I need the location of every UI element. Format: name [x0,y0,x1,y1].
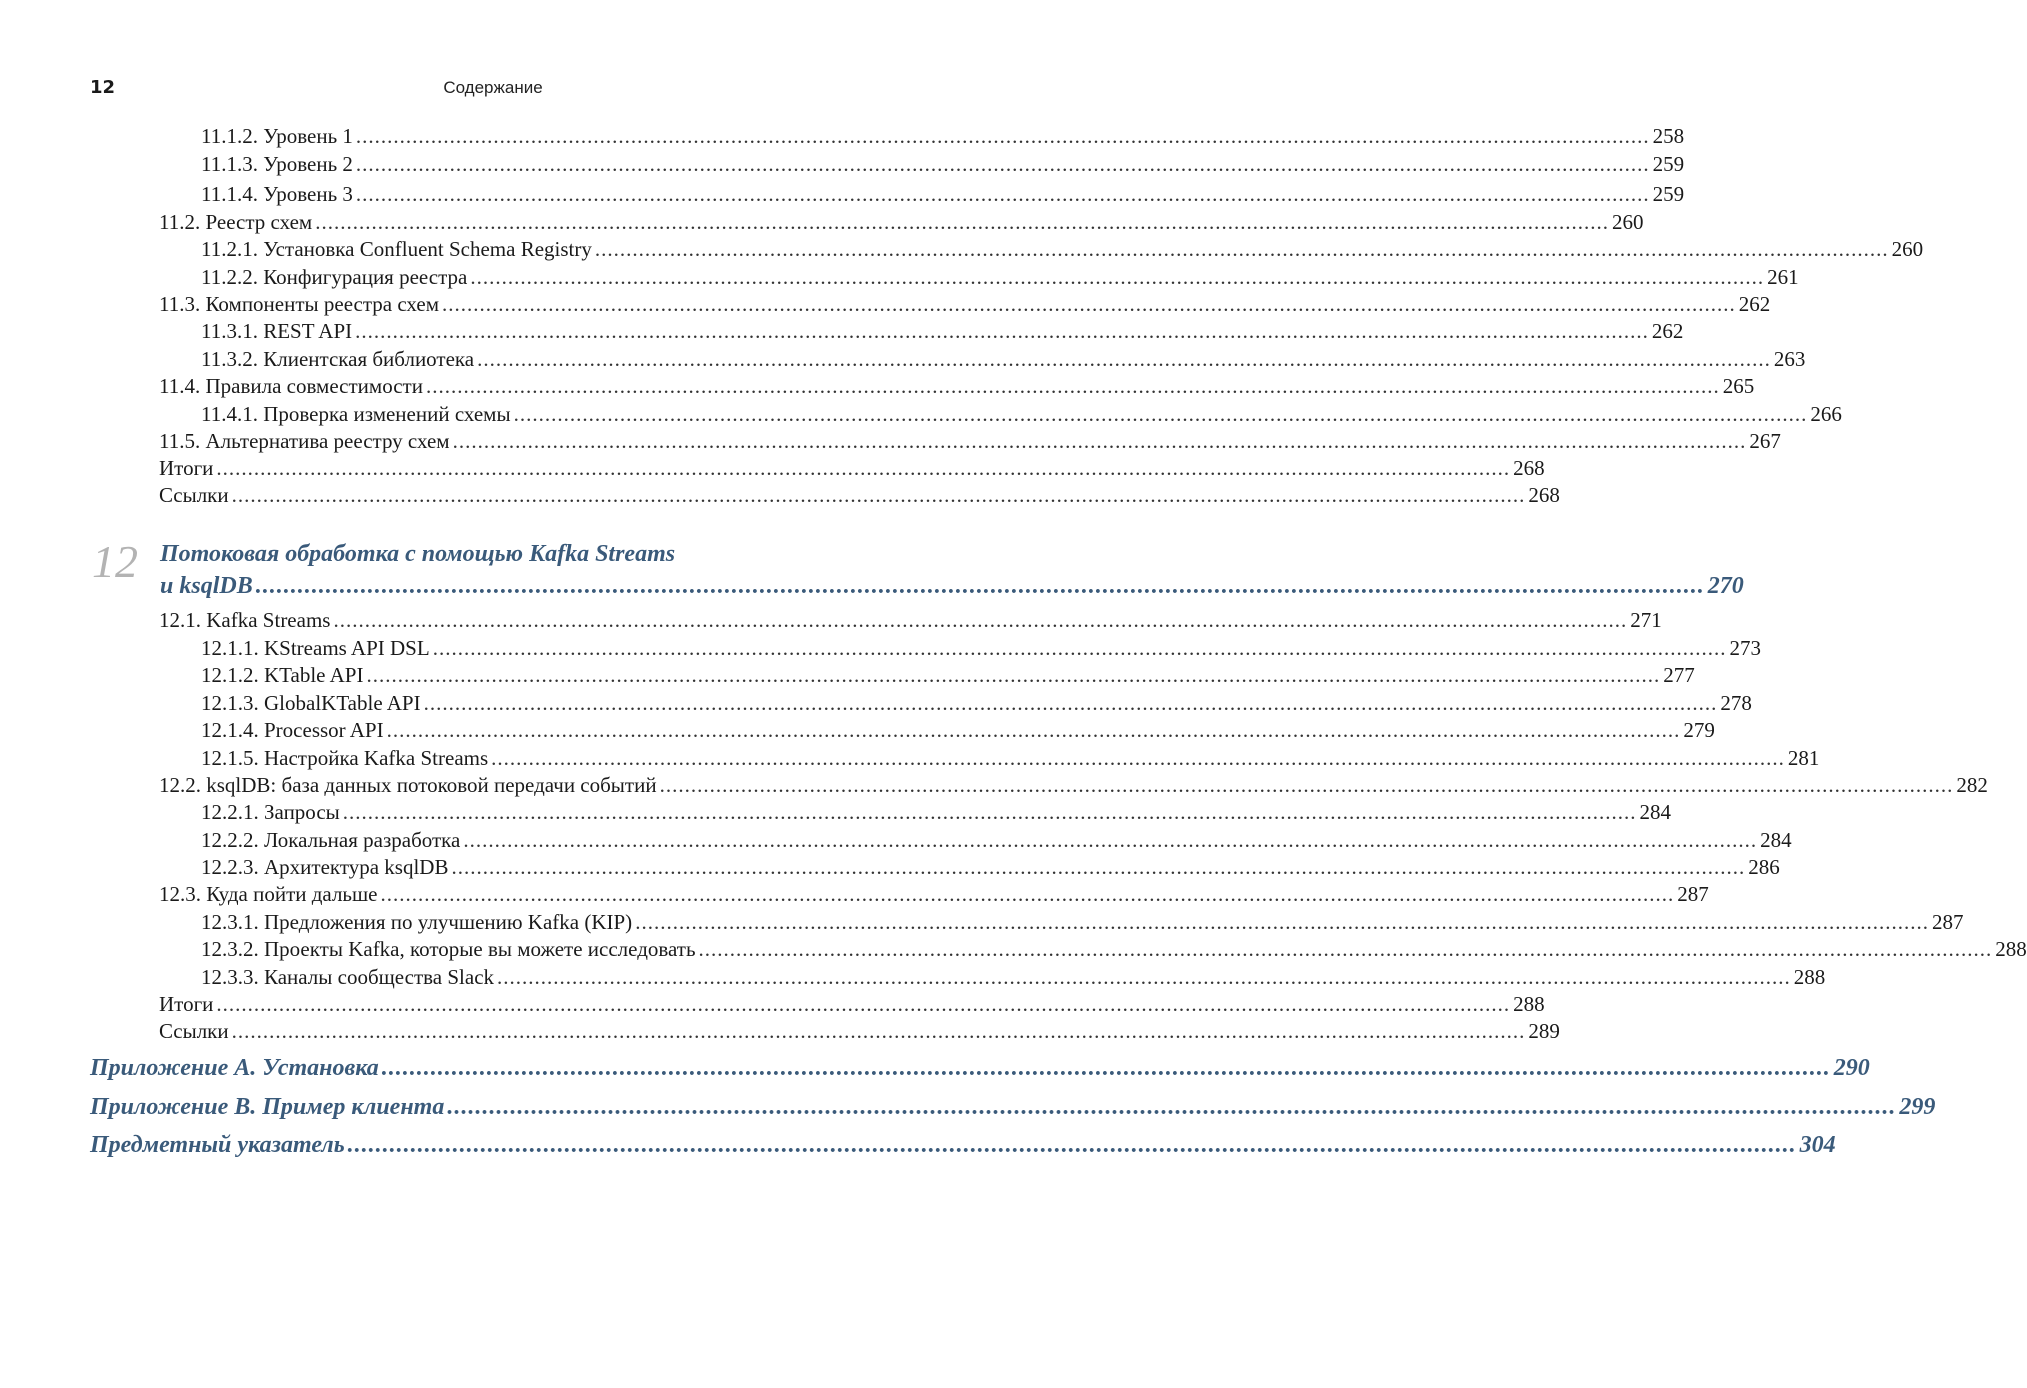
toc-entry-label: 11.3.2. Клиентская библиотека [201,347,475,371]
toc-entry-11-1-2[interactable] [201,123,1685,149]
toc-entry-11-4[interactable] [159,373,1755,399]
toc-leader: ............................................................................................................................................................................................................... [423,691,1718,715]
toc-entry-12-1-3[interactable] [201,690,1752,716]
toc-entry-page: 290 [1833,1055,1870,1081]
toc-leader: ............................................................................................................................................................................................................... [451,855,1746,879]
toc-leader: ............................................................................................................................................................................................................... [447,1094,1897,1120]
toc-leader: ............................................................................................................................................................................................................... [635,910,1929,934]
toc-entry-page: 258 [1652,124,1685,148]
toc-entry-label: 11.4.1. Проверка изменений схемы [201,402,511,426]
toc-leader: ............................................................................................................................................................................................................... [381,1055,1831,1081]
toc-leader: ............................................................................................................................................................................................................... [231,1019,1526,1043]
toc-leader: ............................................................................................................................................................................................................... [594,237,1889,261]
toc-entry-label: 12.3. Куда пойти дальше [159,882,378,906]
toc-leader: ............................................................................................................................................................................................................... [355,319,1649,343]
chapter-page: 270 [1707,573,1744,599]
toc-entry-label: 11.1.3. Уровень 2 [201,152,353,176]
toc-entry-label: Итоги [159,456,214,480]
toc-entry-12-3-3[interactable] [201,964,1826,990]
toc-entry-page: 260 [1891,237,1924,261]
toc-entry-page: 287 [1931,910,1964,934]
toc-leader: ............................................................................................................................................................................................................... [355,124,1650,148]
toc-entry-12-2-1[interactable] [201,799,1672,825]
toc-entry-label: 12.3.3. Каналы сообщества Slack [201,965,495,989]
toc-leader: ............................................................................................................................................................................................................... [255,573,1705,599]
toc-entry-page: 282 [1956,773,1988,797]
toc-appendix-a[interactable] [90,1052,1870,1084]
toc-entry-label: Приложение А. Установка [90,1055,379,1081]
toc-entry-page: 271 [1630,608,1662,632]
toc-entry-11-3-1[interactable] [201,318,1684,344]
toc-entry-11-2-1[interactable] [201,236,1924,262]
toc-entry-label: 11.1.4. Уровень 3 [201,182,353,206]
toc-entry-page: 260 [1611,210,1644,234]
toc-entry-page: 286 [1748,855,1780,879]
toc-entry-label: 12.1.2. KTable API [201,663,364,687]
toc-entry-page: 268 [1528,483,1560,507]
toc-entry-label: 12.2. ksqlDB: база данных потоковой передачи событий [159,773,657,797]
toc-leader: ............................................................................................................................................................................................................... [216,992,1511,1016]
toc-entry-page: 284 [1639,800,1672,824]
chapter-title-row[interactable] [160,570,1744,602]
toc-entry-label: 11.2.2. Конфигурация реестра [201,265,468,289]
toc-entry-12-2-3[interactable] [201,854,1780,880]
toc-entry-label: Ссылки [159,1019,229,1043]
toc-leader: ............................................................................................................................................................................................................... [513,402,1808,426]
toc-entry-12-1-5[interactable] [201,745,1820,771]
toc-leader: ............................................................................................................................................................................................................... [442,292,1736,316]
chapter-title-line1[interactable]: Потоковая обработка с помощью Kafka Streams [160,541,676,567]
toc-entry-page: 281 [1787,746,1820,770]
toc-entry-label: 12.2.3. Архитектура ksqlDB [201,855,449,879]
chapter-number: 12 [92,536,138,587]
toc-entry-page: 288 [1793,965,1826,989]
toc-entry-label: 12.2.2. Локальная разработка [201,828,461,852]
toc-entry-summary-12[interactable] [159,991,1545,1017]
toc-appendix-b[interactable] [90,1091,1936,1123]
toc-entry-11-5[interactable] [159,428,1781,454]
toc-entry-page: 263 [1773,347,1806,371]
toc-entry-page: 259 [1652,182,1685,206]
toc-leader: ............................................................................................................................................................................................................... [355,152,1650,176]
toc-leader: ............................................................................................................................................................................................................... [425,374,1720,398]
running-head: Содержание [443,78,543,97]
toc-leader: ............................................................................................................................................................................................................... [659,773,1954,797]
toc-entry-label: 11.5. Альтернатива реестру схем [159,429,450,453]
toc-entry-label: 12.2.1. Запросы [201,800,340,824]
toc-entry-11-3-2[interactable] [201,346,1806,372]
toc-entry-11-2[interactable] [159,209,1644,235]
toc-leader: ............................................................................................................................................................................................................... [231,483,1526,507]
toc-entry-label: 12.1.5. Настройка Kafka Streams [201,746,489,770]
toc-entry-label: 11.3. Компоненты реестра схем [159,292,440,316]
toc-entry-page: 288 [1995,937,2027,961]
toc-entry-label: 11.2. Реестр схем [159,210,313,234]
toc-entry-page: 267 [1749,429,1781,453]
toc-entry-label: 11.3.1. REST API [201,319,353,343]
toc-entry-11-1-4[interactable] [201,181,1685,207]
toc-entry-page: 279 [1683,718,1715,742]
toc-entry-label: 11.2.1. Установка Confluent Schema Registry [201,237,592,261]
chapter-title-line2: и ksqlDB [160,573,253,599]
toc-entry-page: 299 [1899,1094,1936,1120]
toc-leader: ............................................................................................................................................................................................................... [366,663,1661,687]
toc-leader: ............................................................................................................................................................................................................... [452,429,1747,453]
toc-leader: ............................................................................................................................................................................................................... [333,608,1628,632]
toc-entry-page: 289 [1528,1019,1560,1043]
toc-entry-12-2[interactable] [159,772,1988,798]
toc-index[interactable] [90,1129,1836,1161]
toc-entry-page: 268 [1513,456,1545,480]
toc-entry-12-3-1[interactable] [201,909,1964,935]
toc-leader: ............................................................................................................................................................................................................... [477,347,1771,371]
toc-entry-12-1-1[interactable] [201,635,1761,661]
toc-entry-label: 11.4. Правила совместимости [159,374,423,398]
toc-entry-label: 12.1.4. Processor API [201,718,384,742]
toc-entry-summary-11[interactable] [159,455,1545,481]
toc-entry-label: 12.3.2. Проекты Kafka, которые вы можете исследовать [201,937,696,961]
toc-entry-page: 284 [1760,828,1792,852]
toc-entry-label: 12.3.1. Предложения по улучшению Kafka (KIP) [201,910,633,934]
toc-entry-page: 262 [1738,292,1771,316]
toc-entry-12-3[interactable] [159,881,1709,907]
toc-leader: ............................................................................................................................................................................................................... [497,965,1791,989]
toc-entry-references-12[interactable] [159,1018,1560,1044]
toc-leader: ............................................................................................................................................................................................................... [347,1132,1797,1158]
toc-entry-label: 12.1.1. KStreams API DSL [201,636,430,660]
toc-entry-12-1-2[interactable] [201,662,1695,688]
toc-leader: ............................................................................................................................................................................................................... [463,828,1758,852]
toc-entry-page: 266 [1810,402,1842,426]
toc-entry-page: 304 [1799,1132,1836,1158]
toc-entry-11-1-3[interactable] [201,151,1685,177]
toc-entry-label: Ссылки [159,483,229,507]
toc-entry-page: 277 [1663,663,1695,687]
toc-entry-label: 12.1. Kafka Streams [159,608,331,632]
toc-entry-11-3[interactable] [159,291,1771,317]
toc-entry-label: Приложение В. Пример клиента [90,1094,445,1120]
toc-entry-12-3-2[interactable] [201,936,2027,962]
toc-entry-page: 265 [1722,374,1755,398]
toc-entry-12-1-4[interactable] [201,717,1715,743]
toc-entry-page: 288 [1513,992,1545,1016]
toc-entry-page: 287 [1677,882,1709,906]
toc-entry-11-2-2[interactable] [201,264,1799,290]
toc-leader: ............................................................................................................................................................................................................... [342,800,1637,824]
toc-leader: ............................................................................................................................................................................................................... [470,265,1765,289]
toc-leader: ............................................................................................................................................................................................................... [216,456,1511,480]
toc-entry-page: 278 [1720,691,1752,715]
toc-leader: ............................................................................................................................................................................................................... [380,882,1675,906]
page-number: 12 [90,77,116,98]
toc-entry-label: 12.1.3. GlobalKTable API [201,691,421,715]
toc-entry-label: Итоги [159,992,214,1016]
toc-leader: ............................................................................................................................................................................................................... [698,937,1993,961]
toc-leader: ............................................................................................................................................................................................................... [315,210,1609,234]
toc-leader: ............................................................................................................................................................................................................... [355,182,1650,206]
toc-entry-references-11[interactable] [159,482,1560,508]
toc-entry-page: 259 [1652,152,1685,176]
toc-leader: ............................................................................................................................................................................................................... [386,718,1681,742]
toc-leader: ............................................................................................................................................................................................................... [432,636,1727,660]
toc-entry-12-1[interactable] [159,607,1662,633]
toc-entry-12-2-2[interactable] [201,827,1792,853]
toc-entry-page: 262 [1651,319,1684,343]
toc-entry-page: 273 [1729,636,1761,660]
toc-entry-label: 11.1.2. Уровень 1 [201,124,353,148]
toc-entry-11-4-1[interactable] [201,401,1842,427]
toc-leader: ............................................................................................................................................................................................................... [491,746,1785,770]
toc-entry-label: Предметный указатель [90,1132,345,1158]
toc-entry-page: 261 [1767,265,1799,289]
